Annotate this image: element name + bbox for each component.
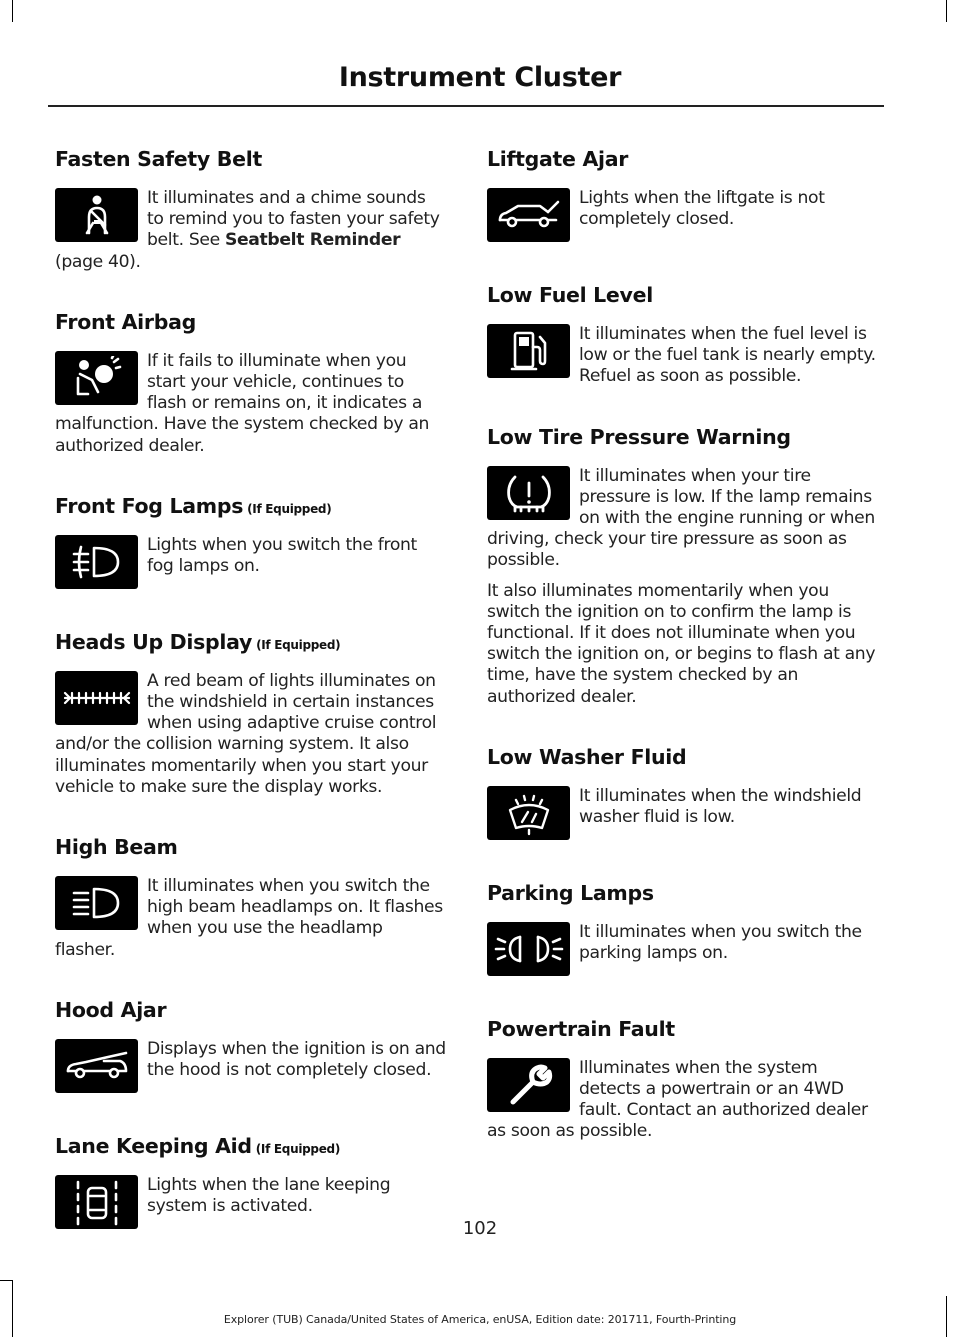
high-beam-icon [55, 876, 138, 930]
crop-mark-top-left [12, 0, 13, 22]
crop-mark-top-right [946, 0, 947, 22]
wrench-icon [487, 1058, 570, 1112]
section-heads-up-display [55, 613, 447, 798]
section-text: Displays when the ignition is on and the hood is not completely closed. [147, 1038, 446, 1081]
crop-mark-bottom-left [12, 1280, 13, 1337]
section-fasten-safety-belt [55, 130, 447, 273]
fog-lamp-icon [55, 535, 138, 589]
section-hood-ajar [55, 981, 447, 1097]
section-text: It illuminates when you switch the parking lamps on. [579, 921, 862, 964]
header-divider [48, 105, 884, 107]
section-front-fog-lamps [55, 477, 447, 593]
left-column [55, 130, 447, 1253]
section-heading: Lane Keeping Aid (If Equipped) [55, 1133, 341, 1158]
crop-mark-bottom-left-h [0, 1280, 12, 1281]
washer-fluid-icon [487, 786, 570, 840]
section-high-beam [55, 818, 447, 961]
section-text: It illuminates and a chime sounds to remind you to fasten your safety belt. See Seatbelt Reminder (page 40). [55, 188, 440, 272]
section-text: Lights when you switch the front fog lamps on. [147, 534, 417, 577]
page-title: Instrument Cluster [338, 62, 622, 93]
parking-lamps-icon [487, 922, 570, 976]
section-heading: Fasten Safety Belt [55, 147, 262, 171]
tire-pressure-icon [487, 466, 570, 520]
section-heading: Hood Ajar [55, 997, 167, 1022]
section-heading: High Beam [55, 835, 178, 860]
section-text: It illuminates when your tire pressure is low. If the lamp remains on with the engine running or when driving, check your tire pressure as soon as possible. [487, 465, 875, 571]
footer-edition-info: Explorer (TUB) Canada/United States of America, enUSA, Edition date: 201711, Fourth-Printing [223, 1313, 737, 1326]
section-heading: Low Washer Fluid [487, 744, 687, 769]
section-low-fuel-level [487, 266, 879, 388]
section-text: It illuminates when you switch the high beam headlamps on. It flashes when you use the headlamp flasher. [55, 876, 443, 960]
fuel-pump-icon [487, 324, 570, 378]
section-powertrain-fault [487, 1000, 879, 1143]
section-heading: Powertrain Fault [487, 1016, 675, 1041]
right-column [487, 130, 879, 1163]
airbag-icon [55, 351, 138, 405]
section-text: Illuminates when the system detects a powertrain or an 4WD fault. Contact an authorized dealer as soon as possible. [487, 1057, 868, 1142]
seatbelt-reminder-link[interactable]: Seatbelt Reminder [224, 230, 401, 251]
heads-up-display-icon [55, 671, 138, 725]
page-number: 102 [462, 1218, 498, 1239]
section-parking-lamps [487, 864, 879, 980]
hood-ajar-icon [55, 1039, 138, 1093]
section-front-airbag [55, 293, 447, 457]
section-text-continued: It also illuminates momentarily when you switch the ignition on to confirm the lamp is functional. If it does not illuminate when you switch the ignition on, or begins to flash at any time, have the system checked by an authorized dealer. [487, 580, 876, 707]
section-low-tire-pressure-warning [487, 408, 879, 708]
section-text: It illuminates when the fuel level is low or the fuel tank is nearly empty. Refuel as soon as possible. [579, 324, 876, 387]
section-text: A red beam of lights illuminates on the windshield in certain instances when using adaptive cruise control and/or the collision warning system. It also illuminates momentarily when you start your vehicle to make sure the display works. [55, 670, 437, 797]
section-lane-keeping-aid [55, 1117, 447, 1233]
seatbelt-icon [55, 188, 138, 242]
section-liftgate-ajar [487, 130, 879, 246]
section-text: If it fails to illuminate when you start your vehicle, continues to flash or remains on, it indicates a malfunction. Have the system checked by an authorized dealer. [55, 350, 430, 456]
section-heading: Liftgate Ajar [487, 147, 629, 171]
section-low-washer-fluid [487, 728, 879, 844]
section-text: Lights when the liftgate is not completely closed. [579, 188, 825, 230]
section-text: It illuminates when the windshield washer fluid is low. [579, 785, 862, 828]
section-heading: Front Fog Lamps (If Equipped) [55, 493, 332, 518]
liftgate-ajar-icon [487, 188, 570, 242]
section-text: Lights when the lane keeping system is activated. [147, 1174, 391, 1217]
section-heading: Front Airbag [55, 309, 197, 334]
section-heading: Parking Lamps [487, 880, 654, 905]
section-heading: Heads Up Display (If Equipped) [55, 629, 341, 654]
section-heading: Low Fuel Level [487, 283, 653, 307]
section-heading: Low Tire Pressure Warning [487, 424, 791, 449]
